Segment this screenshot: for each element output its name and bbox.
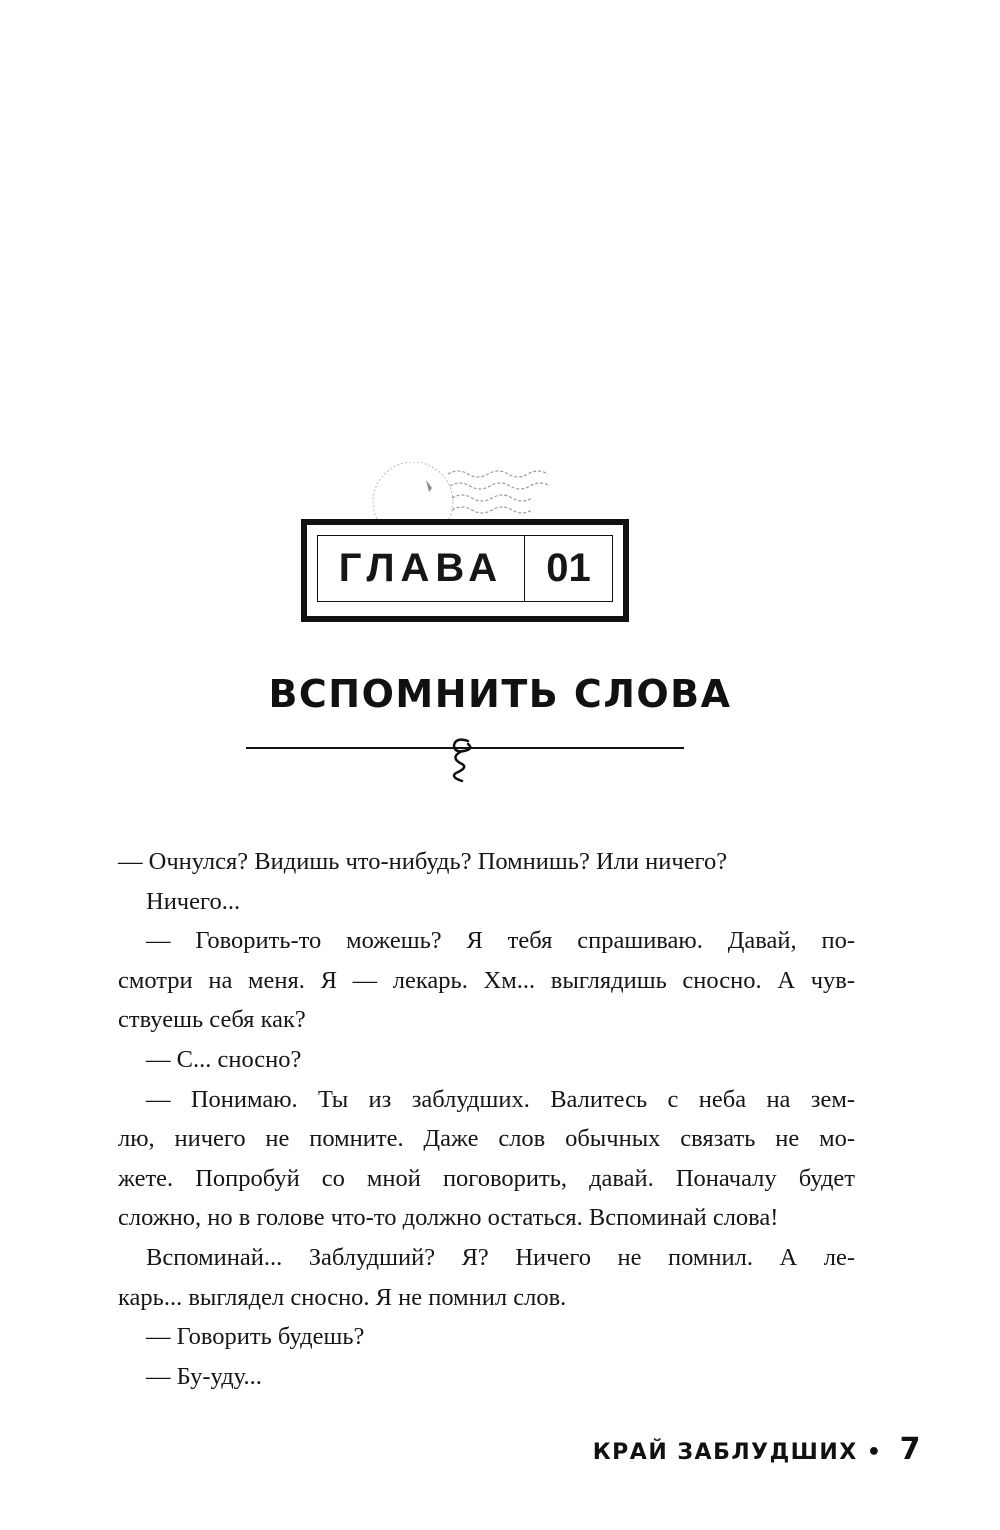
text-line: смотри на меня. Я — лекарь. Хм... выглядишь сносно. А чув- xyxy=(118,966,855,994)
text-line: — С... сносно? xyxy=(146,1045,302,1073)
text-line: Ничего... xyxy=(146,887,241,915)
text-line: — Бу-уду... xyxy=(146,1362,262,1390)
text-line: карь... выглядел сносно. Я не помнил слов. xyxy=(118,1283,567,1311)
text-line: — Понимаю. Ты из заблудших. Валитесь с неба на зем- xyxy=(146,1085,855,1113)
running-footer xyxy=(593,1432,922,1467)
page-number: 7 xyxy=(899,1432,922,1467)
chapter-title: ВСПОМНИТЬ СЛОВА xyxy=(268,672,732,716)
chapter-label: ГЛАВА xyxy=(318,536,525,601)
text-line: — Говорить будешь? xyxy=(146,1323,365,1351)
text-line: сложно, но в голове что-то должно остаться. Вспоминай слова! xyxy=(118,1204,779,1232)
body-text xyxy=(118,842,855,1396)
chapter-label-box xyxy=(301,519,629,622)
text-line: — Очнулся? Видишь что-нибудь? Помнишь? Или ничего? xyxy=(118,848,728,875)
book-title: КРАЙ ЗАБЛУДШИХ xyxy=(592,1440,858,1465)
ornament-divider-icon xyxy=(246,735,684,795)
footer-separator: • xyxy=(866,1440,883,1465)
text-line: лю, ничего не помните. Даже слов обычных связать не мо- xyxy=(118,1125,855,1153)
chapter-number: 01 xyxy=(546,546,591,590)
text-line: — Говорить-то можешь? Я тебя спрашиваю. Давай, по- xyxy=(146,927,855,955)
text-line: жете. Попробуй со мной поговорить, давай. Поначалу будет xyxy=(118,1164,855,1192)
text-line: ствуешь себя как? xyxy=(118,1006,306,1034)
text-line: Вспоминай... Заблудший? Я? Ничего не помнил. А ле- xyxy=(146,1243,855,1271)
